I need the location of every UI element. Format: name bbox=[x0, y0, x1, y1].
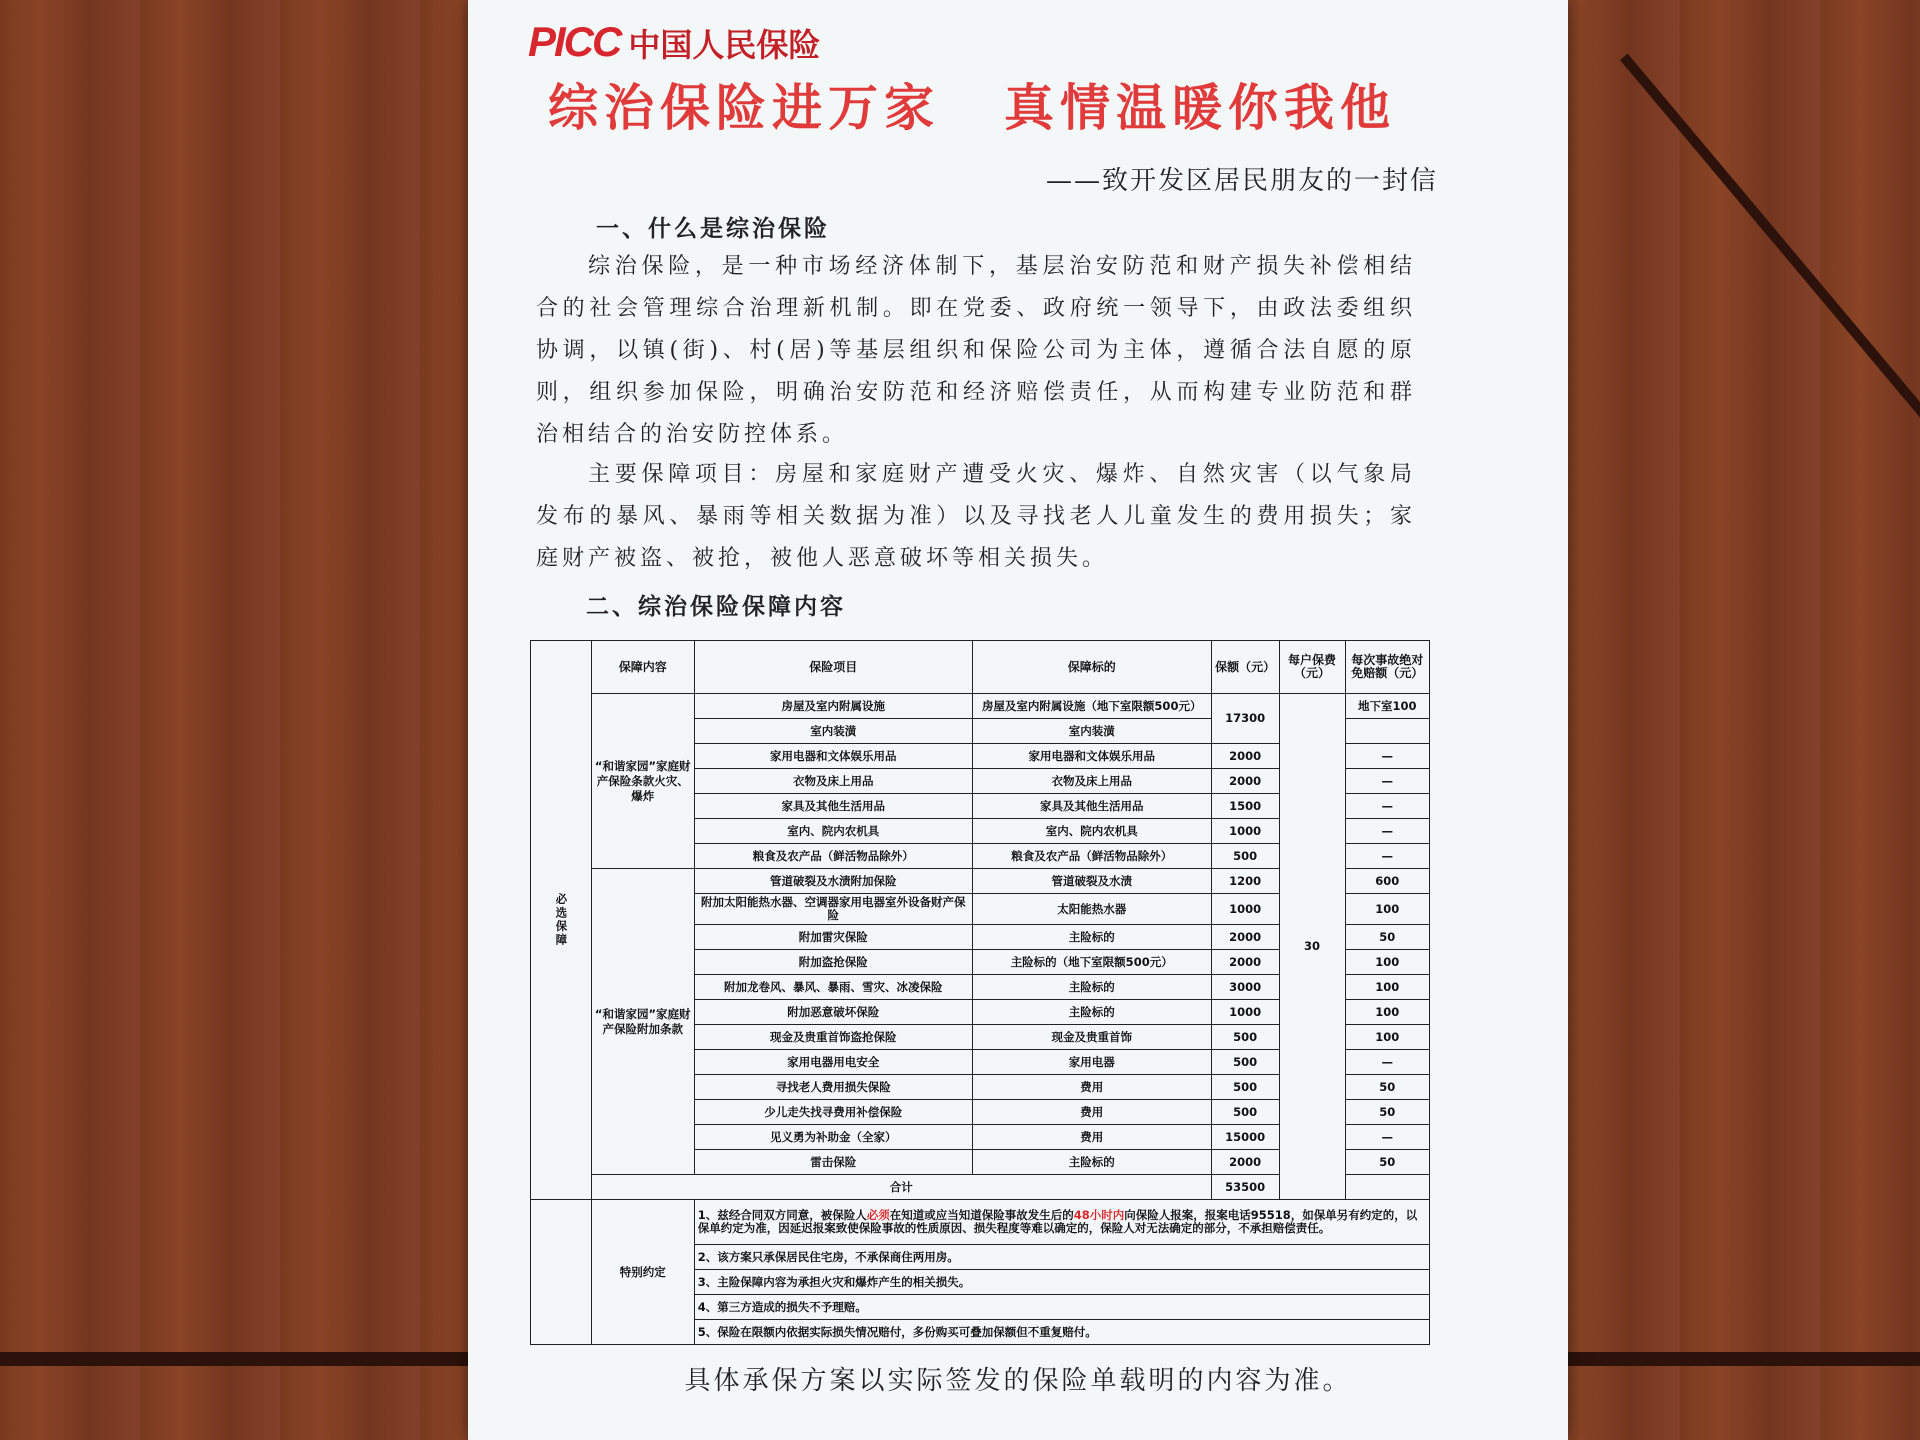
amount-cell: 1000 bbox=[1211, 1000, 1279, 1025]
amount-cell: 2000 bbox=[1211, 744, 1279, 769]
deductible-cell: 100 bbox=[1345, 894, 1430, 925]
special-term-4: 4、第三方造成的损失不予理赔。 bbox=[694, 1295, 1429, 1320]
subject-cell: 主险标的 bbox=[972, 1150, 1211, 1175]
subject-cell: 室内、院内农机具 bbox=[972, 819, 1211, 844]
footer-note: 具体承保方案以实际签发的保险单载明的内容为准。 bbox=[684, 1366, 1352, 1396]
subject-cell: 管道破裂及水渍 bbox=[972, 869, 1211, 894]
header-subject: 保障标的 bbox=[972, 641, 1211, 694]
special-term-1-part: 1、兹经合同双方同意，被保险人 bbox=[697, 1208, 867, 1222]
coverage-table bbox=[530, 640, 1430, 1345]
deductible-cell: 50 bbox=[1345, 1150, 1430, 1175]
subject-cell: 衣物及床上用品 bbox=[972, 769, 1211, 794]
table-row bbox=[531, 694, 1430, 719]
amount-cell: 2000 bbox=[1211, 925, 1279, 950]
subject-cell: 现金及贵重首饰 bbox=[972, 1025, 1211, 1050]
deductible-cell: 100 bbox=[1345, 1025, 1430, 1050]
special-term-1-part: 48小时内 bbox=[1073, 1208, 1125, 1222]
amount-cell: 3000 bbox=[1211, 975, 1279, 1000]
deductible-cell: — bbox=[1345, 769, 1430, 794]
header-content: 保障内容 bbox=[591, 641, 694, 694]
item-cell: 附加雷灾保险 bbox=[694, 925, 972, 950]
item-cell: 粮食及农产品（鲜活物品除外） bbox=[694, 844, 972, 869]
item-cell: 家用电器和文体娱乐用品 bbox=[694, 744, 972, 769]
subject-cell: 家具及其他生活用品 bbox=[972, 794, 1211, 819]
subject-cell: 主险标的 bbox=[972, 1000, 1211, 1025]
special-term-1 bbox=[694, 1200, 1429, 1245]
headline-left: 综治保险进万家 bbox=[548, 79, 940, 137]
amount-cell: 1500 bbox=[1211, 794, 1279, 819]
deductible-cell bbox=[1345, 719, 1430, 744]
section1-title: 一、什么是综治保险 bbox=[596, 215, 830, 242]
total-value: 53500 bbox=[1211, 1175, 1279, 1200]
amount-cell: 1000 bbox=[1211, 819, 1279, 844]
subject-cell: 费用 bbox=[972, 1075, 1211, 1100]
amount-cell: 1200 bbox=[1211, 869, 1279, 894]
amount-cell: 17300 bbox=[1211, 694, 1279, 744]
header-amount: 保额（元） bbox=[1211, 641, 1279, 694]
header-deductible: 每次事故绝对免赔额（元） bbox=[1345, 641, 1430, 694]
item-cell: 雷击保险 bbox=[694, 1150, 972, 1175]
item-cell: 室内、院内农机具 bbox=[694, 819, 972, 844]
deductible-cell: — bbox=[1345, 819, 1430, 844]
item-cell: 室内装潢 bbox=[694, 719, 972, 744]
item-cell: 见义勇为补助金（全家） bbox=[694, 1125, 972, 1150]
group1-label: “和谐家园”家庭财产保险条款火灾、爆炸 bbox=[591, 694, 694, 869]
section1-paragraph2: 主要保障项目：房屋和家庭财产遭受火灾、爆炸、自然灾害（以气象局发布的暴风、暴雨等相关数据为准）以及寻找老人儿童发生的费用损失；家庭财产被盗、被抢，被他人恶意破坏等相关损失。 bbox=[536, 462, 1416, 571]
amount-cell: 500 bbox=[1211, 1050, 1279, 1075]
deductible-cell: 50 bbox=[1345, 1075, 1430, 1100]
subject-cell: 太阳能热水器 bbox=[972, 894, 1211, 925]
deductible-cell: 50 bbox=[1345, 925, 1430, 950]
special-term-5: 5、保险在限额内依据实际损失情况赔付，多份购买可叠加保额但不重复赔付。 bbox=[694, 1320, 1429, 1345]
deductible-cell: 100 bbox=[1345, 950, 1430, 975]
section2-title: 二、综治保险保障内容 bbox=[586, 593, 846, 620]
headline bbox=[548, 68, 1460, 140]
deductible-cell: — bbox=[1345, 794, 1430, 819]
header-premium: 每户保费（元） bbox=[1279, 641, 1345, 694]
subject-cell: 主险标的 bbox=[972, 925, 1211, 950]
amount-cell: 500 bbox=[1211, 1075, 1279, 1100]
deductible-cell: — bbox=[1345, 1050, 1430, 1075]
subject-cell: 费用 bbox=[972, 1100, 1211, 1125]
special-side-blank bbox=[531, 1200, 592, 1345]
side-label: 必选保障 bbox=[531, 641, 592, 1200]
amount-cell: 500 bbox=[1211, 844, 1279, 869]
deductible-cell: — bbox=[1345, 844, 1430, 869]
deductible-cell: — bbox=[1345, 1125, 1430, 1150]
item-cell: 少儿走失找寻费用补偿保险 bbox=[694, 1100, 972, 1125]
deductible-cell: 100 bbox=[1345, 1000, 1430, 1025]
section1-paragraph1: 综治保险，是一种市场经济体制下，基层治安防范和财产损失补偿相结合的社会管理综合治理新机制。即在党委、政府统一领导下，由政法委组织协调，以镇(街)、村(居)等基层组织和保险公司为主体，遵循合法自愿的原则，组织参加保险，明确治安防范和经济赔偿责任，从而构建专业防范和群治相结合的治安防控体系。 bbox=[536, 254, 1416, 447]
item-cell: 现金及贵重首饰盗抢保险 bbox=[694, 1025, 972, 1050]
special-term-1-part: 在知道或应当知道保险事故发生后的 bbox=[889, 1208, 1074, 1222]
picc-logo-name: 中国人民保险 bbox=[628, 26, 821, 64]
special-term-1-part: 必须 bbox=[866, 1208, 890, 1222]
item-cell: 附加太阳能热水器、空调器家用电器室外设备财产保险 bbox=[694, 894, 972, 925]
item-cell: 附加恶意破坏保险 bbox=[694, 1000, 972, 1025]
amount-cell: 2000 bbox=[1211, 950, 1279, 975]
subject-cell: 粮食及农产品（鲜活物品除外） bbox=[972, 844, 1211, 869]
deductible-cell: 50 bbox=[1345, 1100, 1430, 1125]
item-cell: 附加龙卷风、暴风、暴雨、雪灾、冰凌保险 bbox=[694, 975, 972, 1000]
item-cell: 家具及其他生活用品 bbox=[694, 794, 972, 819]
item-cell: 家用电器用电安全 bbox=[694, 1050, 972, 1075]
picc-logo bbox=[528, 18, 820, 66]
amount-cell: 2000 bbox=[1211, 1150, 1279, 1175]
item-cell: 管道破裂及水渍附加保险 bbox=[694, 869, 972, 894]
subject-cell: 费用 bbox=[972, 1125, 1211, 1150]
deductible-cell: 600 bbox=[1345, 869, 1430, 894]
special-term-3: 3、主险保障内容为承担火灾和爆炸产生的相关损失。 bbox=[694, 1270, 1429, 1295]
deductible-cell: 100 bbox=[1345, 975, 1430, 1000]
item-cell: 衣物及床上用品 bbox=[694, 769, 972, 794]
subject-cell: 主险标的 bbox=[972, 975, 1211, 1000]
subject-cell: 房屋及室内附属设施（地下室限额500元） bbox=[972, 694, 1211, 719]
insurance-letter bbox=[468, 0, 1568, 1440]
amount-cell: 1000 bbox=[1211, 894, 1279, 925]
amount-cell: 15000 bbox=[1211, 1125, 1279, 1150]
special-row bbox=[531, 1200, 1430, 1245]
item-cell: 寻找老人费用损失保险 bbox=[694, 1075, 972, 1100]
item-cell: 房屋及室内附属设施 bbox=[694, 694, 972, 719]
subject-cell: 家用电器和文体娱乐用品 bbox=[972, 744, 1211, 769]
headline-right: 真情温暖你我他 bbox=[1004, 79, 1396, 137]
special-term-2: 2、该方案只承保居民住宅房，不承保商住两用房。 bbox=[694, 1245, 1429, 1270]
subject-cell: 家用电器 bbox=[972, 1050, 1211, 1075]
table-plank-seam-diagonal bbox=[1620, 54, 1920, 489]
picc-logo-mark: PICC bbox=[528, 18, 621, 65]
subject-cell: 主险标的（地下室限额500元） bbox=[972, 950, 1211, 975]
special-label: 特别约定 bbox=[591, 1200, 694, 1345]
premium-cell: 30 bbox=[1279, 694, 1345, 1200]
header-item: 保险项目 bbox=[694, 641, 972, 694]
special-term-1-part: 向保险人报案，报案电话95518，如保单另有约定的，以保单约定为准，因延迟报案致使保险事故的性质原因、损失程度等难以确定的，保险人对无法确定的部分，不承担赔偿责任。 bbox=[697, 1208, 1418, 1235]
deductible-cell: — bbox=[1345, 744, 1430, 769]
amount-cell: 500 bbox=[1211, 1100, 1279, 1125]
item-cell: 附加盗抢保险 bbox=[694, 950, 972, 975]
subject-cell: 室内装潢 bbox=[972, 719, 1211, 744]
letter-subtitle: ——致开发区居民朋友的一封信 bbox=[1045, 166, 1438, 196]
amount-cell: 2000 bbox=[1211, 769, 1279, 794]
amount-cell: 500 bbox=[1211, 1025, 1279, 1050]
total-label: 合计 bbox=[591, 1175, 1211, 1200]
deductible-cell: 地下室100 bbox=[1345, 694, 1430, 719]
group2-label: “和谐家园”家庭财产保险附加条款 bbox=[591, 869, 694, 1175]
total-blank bbox=[1345, 1175, 1430, 1200]
